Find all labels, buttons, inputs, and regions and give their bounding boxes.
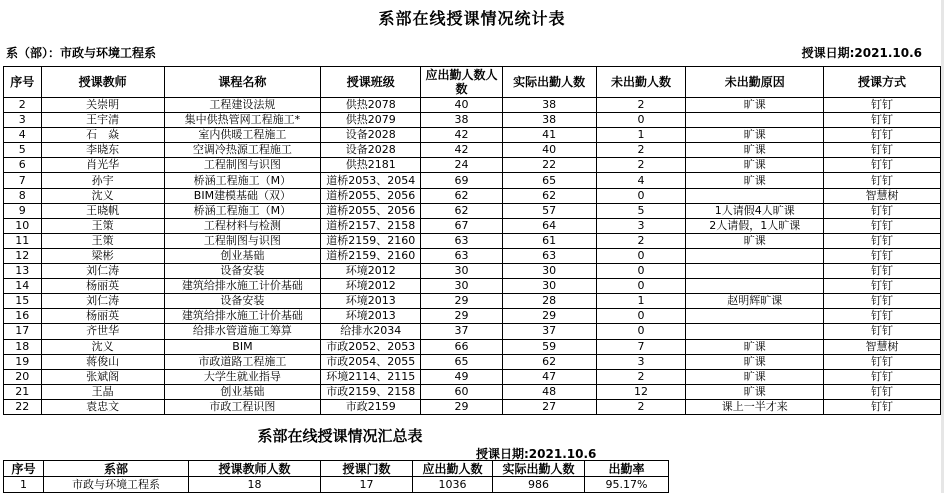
- table-cell[interactable]: [686, 309, 824, 324]
- table-row: [4, 158, 941, 173]
- table-cell[interactable]: 王晶: [41, 384, 164, 399]
- table-row: [4, 188, 941, 203]
- table-cell[interactable]: 7: [4, 173, 42, 188]
- table-cell[interactable]: 62: [502, 188, 596, 203]
- table-cell[interactable]: 38: [421, 113, 502, 128]
- table-cell[interactable]: 环境2012: [321, 279, 421, 294]
- header-cell[interactable]: 授课教师: [41, 67, 164, 98]
- table-cell[interactable]: 66: [421, 339, 502, 354]
- header-cell[interactable]: 实际出勤人数: [502, 67, 596, 98]
- table-cell[interactable]: 30: [421, 264, 502, 279]
- table-cell[interactable]: 桥涵工程施工（M）: [164, 173, 321, 188]
- table-cell[interactable]: BIM: [164, 339, 321, 354]
- table-cell[interactable]: 智慧树: [824, 339, 941, 354]
- header-cell[interactable]: 授课班级: [321, 67, 421, 98]
- table-cell[interactable]: 钉钉: [824, 354, 941, 369]
- table-row: [4, 369, 941, 384]
- table-cell[interactable]: 7: [596, 339, 686, 354]
- table-cell[interactable]: 室内供暖工程施工: [164, 128, 321, 143]
- table-cell[interactable]: 15: [4, 294, 42, 309]
- table-cell[interactable]: 工程制图与识图: [164, 158, 321, 173]
- table-cell[interactable]: 道桥2159、2160: [321, 233, 421, 248]
- table-cell[interactable]: 沈义: [41, 188, 164, 203]
- table-cell[interactable]: 3: [596, 218, 686, 233]
- table-cell[interactable]: 钉钉: [824, 399, 941, 414]
- summary-header-cell[interactable]: 授课门数: [321, 461, 413, 477]
- table-cell[interactable]: 29: [421, 294, 502, 309]
- header-cell[interactable]: 未出勤人数: [596, 67, 686, 98]
- table-cell[interactable]: 供热2181: [321, 158, 421, 173]
- table-cell[interactable]: 0: [596, 264, 686, 279]
- table-cell[interactable]: 沈义: [41, 339, 164, 354]
- table-cell[interactable]: 道桥2053、2054: [321, 173, 421, 188]
- table-cell[interactable]: 62: [421, 188, 502, 203]
- table-row: [4, 324, 941, 339]
- page-title: 系部在线授课情况统计表: [378, 9, 566, 28]
- table-cell[interactable]: 24: [421, 158, 502, 173]
- table-cell[interactable]: 62: [502, 354, 596, 369]
- table-cell[interactable]: 0: [596, 279, 686, 294]
- table-row: [4, 233, 941, 248]
- table-cell[interactable]: [686, 279, 824, 294]
- table-cell[interactable]: 8: [4, 188, 42, 203]
- table-cell[interactable]: 47: [502, 369, 596, 384]
- summary-header-cell[interactable]: 实际出勤人数: [493, 461, 585, 477]
- table-cell[interactable]: 63: [502, 248, 596, 263]
- table-cell[interactable]: 工程材料与检测: [164, 218, 321, 233]
- table-cell[interactable]: 22: [4, 399, 42, 414]
- table-cell[interactable]: 67: [421, 218, 502, 233]
- table-cell[interactable]: 0: [596, 309, 686, 324]
- table-cell[interactable]: 肖光华: [41, 158, 164, 173]
- table-cell[interactable]: 杨丽英: [41, 309, 164, 324]
- table-cell[interactable]: 2: [596, 98, 686, 113]
- table-cell[interactable]: 20: [4, 369, 42, 384]
- table-cell[interactable]: BIM建模基础（双）: [164, 188, 321, 203]
- table-cell[interactable]: 道桥2055、2056: [321, 203, 421, 218]
- table-cell[interactable]: 3: [596, 354, 686, 369]
- table-row: [4, 98, 941, 113]
- table-cell[interactable]: 杨丽英: [41, 279, 164, 294]
- table-cell[interactable]: [686, 113, 824, 128]
- summary-header-cell[interactable]: 序号: [4, 461, 44, 477]
- header-cell[interactable]: 序号: [4, 67, 42, 98]
- table-cell[interactable]: 0: [596, 324, 686, 339]
- table-cell[interactable]: [686, 264, 824, 279]
- table-cell[interactable]: [686, 248, 824, 263]
- table-cell[interactable]: 王晓帆: [41, 203, 164, 218]
- table-row: [4, 399, 941, 414]
- table-cell[interactable]: 钉钉: [824, 384, 941, 399]
- table-cell[interactable]: 工程制图与识图: [164, 233, 321, 248]
- summary-cell[interactable]: 17: [321, 477, 413, 493]
- table-cell[interactable]: 市政工程识图: [164, 399, 321, 414]
- table-row: [4, 143, 941, 158]
- table-cell[interactable]: 69: [421, 173, 502, 188]
- table-cell[interactable]: 钉钉: [824, 233, 941, 248]
- table-cell[interactable]: 旷课: [686, 369, 824, 384]
- table-cell[interactable]: 4: [596, 173, 686, 188]
- table-cell[interactable]: 齐世华: [41, 324, 164, 339]
- table-cell[interactable]: 市政2054、2055: [321, 354, 421, 369]
- table-cell[interactable]: [686, 188, 824, 203]
- table-cell[interactable]: 2: [596, 399, 686, 414]
- header-cell[interactable]: 课程名称: [164, 67, 321, 98]
- summary-header-cell[interactable]: 出勤率: [585, 461, 669, 477]
- table-cell[interactable]: 道桥2159、2160: [321, 248, 421, 263]
- table-cell[interactable]: 29: [421, 309, 502, 324]
- table-cell[interactable]: 钉钉: [824, 98, 941, 113]
- table-row: [4, 248, 941, 263]
- table-cell[interactable]: 61: [502, 233, 596, 248]
- table-cell[interactable]: 63: [421, 233, 502, 248]
- table-cell[interactable]: 18: [4, 339, 42, 354]
- table-row: [4, 218, 941, 233]
- table-cell[interactable]: 设备2028: [321, 143, 421, 158]
- table-cell[interactable]: 0: [596, 113, 686, 128]
- table-row: [4, 203, 941, 218]
- table-cell[interactable]: 40: [502, 143, 596, 158]
- table-cell[interactable]: 30: [421, 279, 502, 294]
- table-cell[interactable]: 2: [4, 98, 42, 113]
- table-row: [4, 279, 941, 294]
- table-header-row: [4, 67, 941, 98]
- table-cell[interactable]: 旷课: [686, 354, 824, 369]
- table-cell[interactable]: 62: [421, 203, 502, 218]
- table-cell[interactable]: 市政2159: [321, 399, 421, 414]
- table-cell[interactable]: 38: [502, 98, 596, 113]
- summary-header-cell[interactable]: 应出勤人数: [413, 461, 493, 477]
- table-cell[interactable]: 2: [596, 158, 686, 173]
- table-cell[interactable]: 集中供热管网工程施工*: [164, 113, 321, 128]
- table-cell[interactable]: 0: [596, 248, 686, 263]
- table-cell[interactable]: 钉钉: [824, 264, 941, 279]
- table-cell[interactable]: 刘仁涛: [41, 264, 164, 279]
- table-cell[interactable]: 27: [502, 399, 596, 414]
- table-cell[interactable]: 钉钉: [824, 113, 941, 128]
- table-cell[interactable]: 2人请假，1人旷课: [686, 218, 824, 233]
- table-cell[interactable]: 57: [502, 203, 596, 218]
- table-cell[interactable]: 创业基础: [164, 248, 321, 263]
- table-cell[interactable]: 42: [421, 143, 502, 158]
- table-cell[interactable]: 梁彬: [41, 248, 164, 263]
- summary-title: 系部在线授课情况汇总表: [257, 427, 423, 445]
- table-cell[interactable]: 钉钉: [824, 248, 941, 263]
- table-cell[interactable]: 钉钉: [824, 143, 941, 158]
- table-cell[interactable]: 孙宇: [41, 173, 164, 188]
- summary-header-row: [4, 461, 669, 477]
- table-cell[interactable]: 29: [421, 399, 502, 414]
- table-cell[interactable]: 李晓东: [41, 143, 164, 158]
- table-row: [4, 173, 941, 188]
- header-cell[interactable]: 授课方式: [824, 67, 941, 98]
- table-cell[interactable]: 旷课: [686, 128, 824, 143]
- table-cell[interactable]: 设备安装: [164, 294, 321, 309]
- table-cell[interactable]: 旷课: [686, 339, 824, 354]
- table-cell[interactable]: 49: [421, 369, 502, 384]
- table-cell[interactable]: 42: [421, 128, 502, 143]
- table-cell[interactable]: 65: [502, 173, 596, 188]
- table-cell[interactable]: 19: [4, 354, 42, 369]
- table-cell[interactable]: 环境2013: [321, 309, 421, 324]
- summary-cell[interactable]: 986: [493, 477, 585, 493]
- table-cell[interactable]: 6: [4, 158, 42, 173]
- table-cell[interactable]: 课上一半才来: [686, 399, 824, 414]
- table-cell[interactable]: 钉钉: [824, 324, 941, 339]
- table-cell[interactable]: 道桥2055、2056: [321, 188, 421, 203]
- table-cell[interactable]: 旷课: [686, 143, 824, 158]
- table-cell[interactable]: 旷课: [686, 384, 824, 399]
- table-cell[interactable]: 38: [502, 113, 596, 128]
- table-cell[interactable]: 蒋俊山: [41, 354, 164, 369]
- table-cell[interactable]: 1: [596, 294, 686, 309]
- table-cell[interactable]: [686, 324, 824, 339]
- table-cell[interactable]: 刘仁涛: [41, 294, 164, 309]
- table-cell[interactable]: 64: [502, 218, 596, 233]
- table-row: [4, 309, 941, 324]
- table-cell[interactable]: 王宇清: [41, 113, 164, 128]
- table-cell[interactable]: 2: [596, 369, 686, 384]
- table-cell[interactable]: 10: [4, 218, 42, 233]
- table-cell[interactable]: 空调冷热源工程施工: [164, 143, 321, 158]
- table-cell[interactable]: 环境2114、2115: [321, 369, 421, 384]
- table-cell[interactable]: 给排水2034: [321, 324, 421, 339]
- table-cell[interactable]: 37: [421, 324, 502, 339]
- table-cell[interactable]: 4: [4, 128, 42, 143]
- table-cell[interactable]: 48: [502, 384, 596, 399]
- table-cell[interactable]: 市政2052、2053: [321, 339, 421, 354]
- table-cell[interactable]: 11: [4, 233, 42, 248]
- department-label: 系（部）：市政与环境工程系: [6, 46, 157, 60]
- table-cell[interactable]: 钉钉: [824, 158, 941, 173]
- table-cell[interactable]: 袁忠文: [41, 399, 164, 414]
- summary-cell[interactable]: 市政与环境工程系: [44, 477, 189, 493]
- date-label: 授课日期:2021.10.6: [801, 46, 922, 60]
- table-cell[interactable]: 59: [502, 339, 596, 354]
- table-cell[interactable]: 赵明辉旷课: [686, 294, 824, 309]
- table-cell[interactable]: 28: [502, 294, 596, 309]
- table-cell[interactable]: 供热2078: [321, 98, 421, 113]
- table-cell[interactable]: 65: [421, 354, 502, 369]
- table-cell[interactable]: 智慧树: [824, 188, 941, 203]
- table-cell[interactable]: 37: [502, 324, 596, 339]
- table-cell[interactable]: 张斌阁: [41, 369, 164, 384]
- table-cell[interactable]: 12: [596, 384, 686, 399]
- table-cell[interactable]: 环境2012: [321, 264, 421, 279]
- table-cell[interactable]: 2: [596, 233, 686, 248]
- table-cell[interactable]: 设备安装: [164, 264, 321, 279]
- table-cell[interactable]: 市政2159、2158: [321, 384, 421, 399]
- table-cell[interactable]: 旷课: [686, 233, 824, 248]
- table-cell[interactable]: 9: [4, 203, 42, 218]
- table-cell[interactable]: 29: [502, 309, 596, 324]
- table-cell[interactable]: 41: [502, 128, 596, 143]
- table-row: [4, 113, 941, 128]
- summary-table: [3, 460, 669, 493]
- table-cell[interactable]: 30: [502, 264, 596, 279]
- table-cell[interactable]: 钉钉: [824, 203, 941, 218]
- table-cell[interactable]: 桥涵工程施工（M）: [164, 203, 321, 218]
- table-cell[interactable]: 钉钉: [824, 294, 941, 309]
- table-cell[interactable]: 钉钉: [824, 128, 941, 143]
- summary-cell[interactable]: 1: [4, 477, 44, 493]
- table-cell[interactable]: 旷课: [686, 98, 824, 113]
- table-cell[interactable]: 给排水管道施工筹算: [164, 324, 321, 339]
- table-row: [4, 294, 941, 309]
- table-cell[interactable]: 2: [596, 143, 686, 158]
- table-cell[interactable]: 道桥2157、2158: [321, 218, 421, 233]
- table-cell[interactable]: 60: [421, 384, 502, 399]
- table-cell[interactable]: 王策: [41, 233, 164, 248]
- table-cell[interactable]: 环境2013: [321, 294, 421, 309]
- table-cell[interactable]: 1人请假4人旷课: [686, 203, 824, 218]
- table-cell[interactable]: 30: [502, 279, 596, 294]
- table-row: [4, 339, 941, 354]
- table-cell[interactable]: 17: [4, 324, 42, 339]
- table-cell[interactable]: 钉钉: [824, 279, 941, 294]
- table-cell[interactable]: 0: [596, 188, 686, 203]
- summary-date-label: 授课日期:2021.10.6: [476, 447, 597, 461]
- table-cell[interactable]: 钉钉: [824, 173, 941, 188]
- header-cell[interactable]: 应出勤人数人数: [421, 67, 502, 98]
- summary-header-cell[interactable]: 系部: [44, 461, 189, 477]
- table-cell[interactable]: 16: [4, 309, 42, 324]
- summary-header-cell[interactable]: 授课教师人数: [189, 461, 321, 477]
- table-cell[interactable]: 40: [421, 98, 502, 113]
- table-row: [4, 264, 941, 279]
- table-cell[interactable]: 供热2079: [321, 113, 421, 128]
- table-cell[interactable]: 1: [596, 128, 686, 143]
- table-row: [4, 354, 941, 369]
- table-cell[interactable]: 5: [4, 143, 42, 158]
- table-cell[interactable]: 市政道路工程施工: [164, 354, 321, 369]
- summary-cell[interactable]: 1036: [413, 477, 493, 493]
- table-cell[interactable]: 3: [4, 113, 42, 128]
- table-cell[interactable]: 创业基础: [164, 384, 321, 399]
- table-cell[interactable]: 22: [502, 158, 596, 173]
- table-cell[interactable]: 钉钉: [824, 218, 941, 233]
- summary-cell[interactable]: 18: [189, 477, 321, 493]
- header-cell[interactable]: 未出勤原因: [686, 67, 824, 98]
- table-cell[interactable]: 石 焱: [41, 128, 164, 143]
- table-cell[interactable]: 63: [421, 248, 502, 263]
- attendance-table: [3, 66, 941, 415]
- table-cell[interactable]: 设备2028: [321, 128, 421, 143]
- table-cell[interactable]: 建筑给排水施工计价基础: [164, 279, 321, 294]
- table-cell[interactable]: 旷课: [686, 173, 824, 188]
- table-cell[interactable]: 12: [4, 248, 42, 263]
- table-cell[interactable]: 关崇明: [41, 98, 164, 113]
- table-cell[interactable]: 13: [4, 264, 42, 279]
- table-cell[interactable]: 旷课: [686, 158, 824, 173]
- table-cell[interactable]: 5: [596, 203, 686, 218]
- table-cell[interactable]: 钉钉: [824, 369, 941, 384]
- summary-row: [4, 477, 669, 493]
- table-row: [4, 384, 941, 399]
- table-row: [4, 128, 941, 143]
- summary-cell[interactable]: 95.17%: [585, 477, 669, 493]
- table-cell[interactable]: 钉钉: [824, 309, 941, 324]
- table-cell[interactable]: 14: [4, 279, 42, 294]
- table-cell[interactable]: 建筑给排水施工计价基础: [164, 309, 321, 324]
- table-cell[interactable]: 21: [4, 384, 42, 399]
- table-cell[interactable]: 王策: [41, 218, 164, 233]
- table-cell[interactable]: 工程建设法规: [164, 98, 321, 113]
- table-cell[interactable]: 大学生就业指导: [164, 369, 321, 384]
